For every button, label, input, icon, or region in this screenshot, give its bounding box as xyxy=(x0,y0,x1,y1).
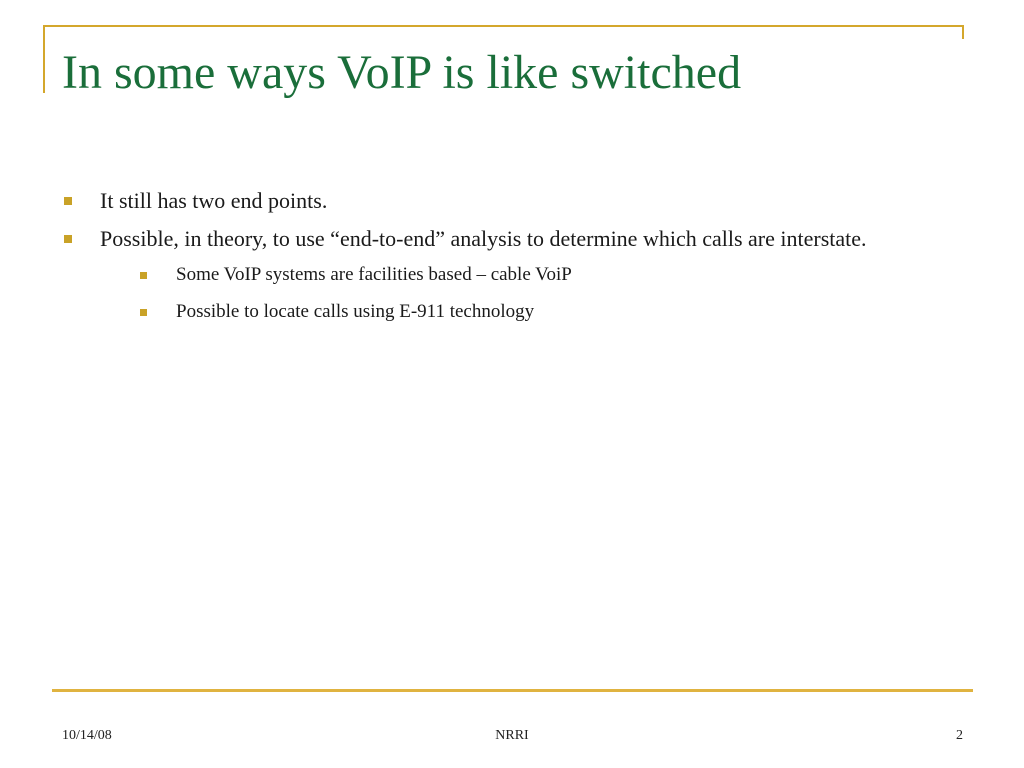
footer-divider xyxy=(52,689,973,692)
frame-top-line xyxy=(43,25,963,27)
slide-content xyxy=(62,184,952,334)
bullet-list xyxy=(62,184,952,327)
sub-bullet-item xyxy=(138,297,952,327)
frame-left-line xyxy=(43,25,45,93)
square-bullet-icon xyxy=(140,309,147,316)
sub-bullet-list xyxy=(100,260,952,327)
square-bullet-icon xyxy=(64,197,72,205)
sub-bullet-text: Some VoIP systems are facilities based – cable VoiP xyxy=(176,264,572,285)
frame-right-line xyxy=(962,25,964,39)
slide-title: In some ways VoIP is like switched xyxy=(62,46,742,99)
square-bullet-icon xyxy=(64,235,72,243)
sub-bullet-text: Possible to locate calls using E-911 technology xyxy=(176,301,535,322)
bullet-item xyxy=(62,184,952,218)
bullet-text: It still has two end points. xyxy=(100,188,328,213)
square-bullet-icon xyxy=(140,272,147,279)
bullet-text: Possible, in theory, to use “end-to-end” analysis to determine which calls are interstate. xyxy=(100,226,867,251)
sub-bullet-item xyxy=(138,260,952,290)
footer-organization: NRRI xyxy=(495,728,529,743)
page-number: 2 xyxy=(956,728,963,743)
footer-date: 10/14/08 xyxy=(62,728,112,743)
bullet-item xyxy=(62,222,952,327)
